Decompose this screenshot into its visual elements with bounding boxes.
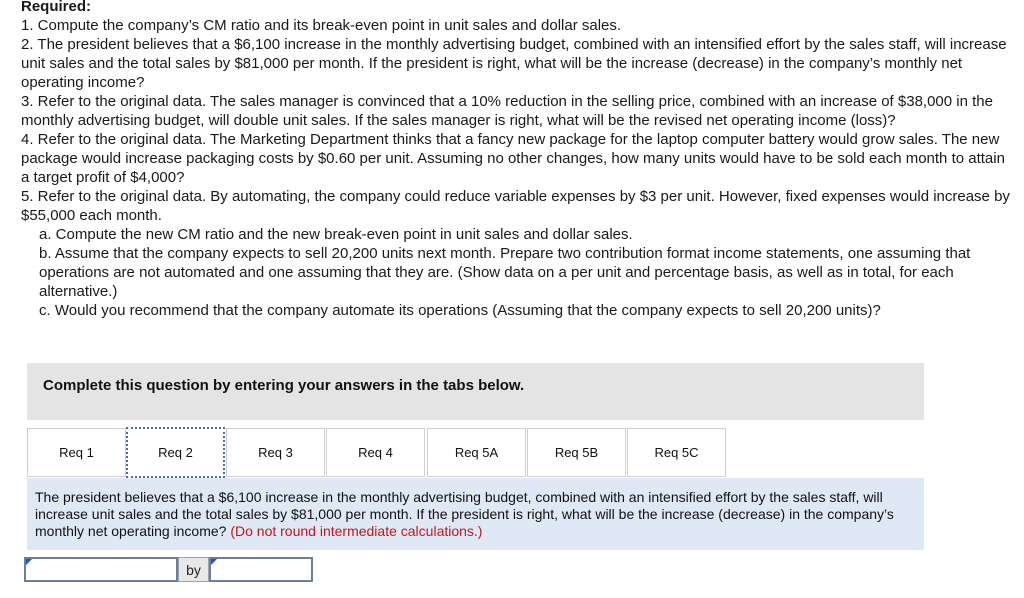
required-item-2: 2. The president believes that a $6,100 increase in the monthly advertising budget, combined with an intensified effort by the sales staff, will increase unit sales and the total sales by $81,000 per month. If the president is right, what will be the increase (decrease) in the company’s monthly net operating income? xyxy=(21,36,1007,91)
tab-req-5b[interactable]: Req 5B xyxy=(527,428,626,477)
tab-req-1[interactable]: Req 1 xyxy=(27,428,126,477)
required-item-5: 5. Refer to the original data. By automating, the company could reduce variable expenses by $3 per unit. However, fixed expenses would increase by $55,000 each month. xyxy=(21,188,1010,224)
panel-question: The president believes that a $6,100 increase in the monthly advertising budget, combined with an intensified effort by the sales staff, will increase unit sales and the total sales by $81,000 per month. If the president is right, what will be the increase (decrease) in the company’s monthly net operating income? xyxy=(35,489,894,539)
tab-req-3[interactable]: Req 3 xyxy=(226,428,325,477)
instruction-text: Complete this question by entering your answers in the tabs below. xyxy=(43,377,525,394)
required-item-3: 3. Refer to the original data. The sales manager is convinced that a 10% reduction in the selling price, combined with an increase of $38,000 in the monthly advertising budget, will double unit sales. If the sales manager is right, what will be the revised net operating income (loss)? xyxy=(21,93,993,129)
net-income-change-direction-input[interactable] xyxy=(24,557,178,582)
tab-req-2[interactable]: Req 2 xyxy=(126,427,225,478)
required-item-5c: c. Would you recommend that the company automate its operations (Assuming that the company expects to sell 20,200 units)? xyxy=(39,302,881,319)
required-item-5b: b. Assume that the company expects to sell 20,200 units next month. Prepare two contribution format income statements, one assuming that operations are not automated and one assuming that they are. (Show data on a per unit and percentage basis, as well as in total, for each alternative.) xyxy=(39,245,971,300)
by-label: by xyxy=(178,557,209,582)
required-instructions xyxy=(21,0,1011,320)
question-panel xyxy=(27,478,924,550)
input-corner-marker xyxy=(26,559,32,565)
tab-req-5a[interactable]: Req 5A xyxy=(427,428,526,477)
input-corner-marker xyxy=(211,559,217,565)
panel-hint: (Do not round intermediate calculations.) xyxy=(230,523,483,539)
required-item-1: 1. Compute the company’s CM ratio and its break-even point in unit sales and dollar sales. xyxy=(21,17,622,34)
required-item-4: 4. Refer to the original data. The Marketing Department thinks that a fancy new package for the laptop computer battery would grow sales. The new package would increase packaging costs by $0.60 per unit. Assuming no other changes, how many units would have to be sold each month to attain a target profit of $4,000? xyxy=(21,131,1005,186)
instruction-bar xyxy=(27,363,924,420)
net-income-change-amount-input[interactable] xyxy=(209,557,313,582)
required-heading: Required: xyxy=(21,0,92,15)
tab-req-5c[interactable]: Req 5C xyxy=(627,428,726,477)
tab-req-4[interactable]: Req 4 xyxy=(326,428,425,477)
required-item-5a: a. Compute the new CM ratio and the new break-even point in unit sales and dollar sales. xyxy=(39,226,633,243)
